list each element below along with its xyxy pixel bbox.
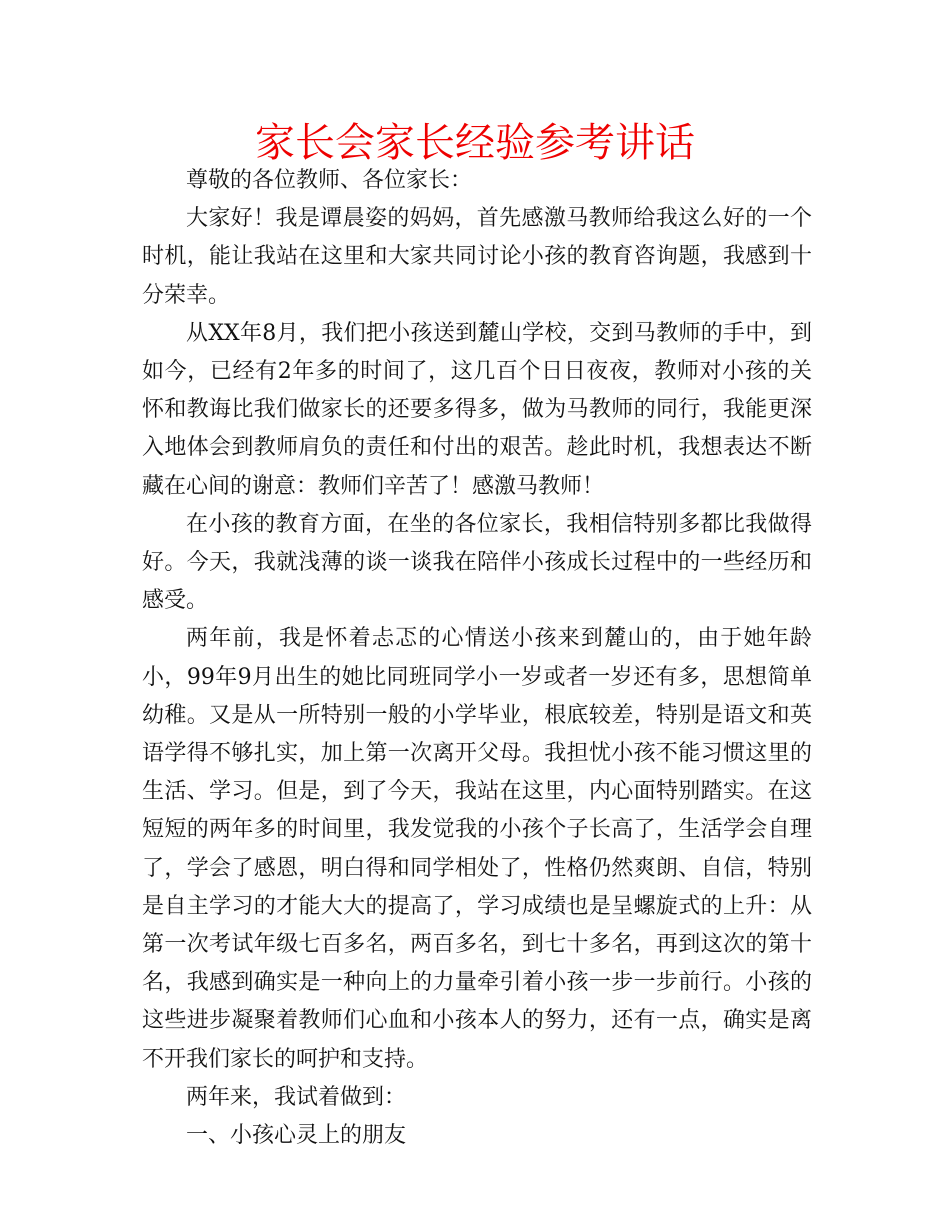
document-title: 家长会家长经验参考讲话 [255, 120, 695, 166]
paragraph: 两年来，我试着做到： [186, 1084, 407, 1110]
document-body [142, 162, 812, 1155]
paragraph-salutation: 尊敬的各位教师、各位家长： [186, 168, 473, 193]
section-heading: 一、小孩心灵上的朋友 [186, 1123, 407, 1149]
paragraph: 两年前，我是怀着忐忑的心情送小孩来到麓山的，由于她年龄小，99年9月出生的她比同班同学小一岁或者一岁还有多，思想简单幼稚。又是从一所特别一般的小学毕业，根底较差，特别是语文和英语学得不够扎实，加上第一次离开父母。我担忧小孩不能习惯这里的生活、学习。但是，到了今天，我站在这里，内心面特别踏实。在这短短的两年多的时间里，我发觉我的小孩个子长高了，生活学会自理了，学会了感恩，明白得和同学相处了，性格仍然爽朗、自信，特别是自主学习的才能大大的提高了，学习成绩也是呈螺旋式的上升：从第一次考试年级七百多名，两百多名，到七十多名，再到这次的第十名，我感到确实是一种向上的力量牵引着小孩一步一步前行。小孩的这些进步凝聚着教师们心血和小孩本人的努力，还有一点，确实是离不开我们家长的呵护和支持。 [142, 626, 812, 1072]
paragraph: 从XX年8月，我们把小孩送到麓山学校，交到马教师的手中，到如今，已经有2年多的时间了，这几百个日日夜夜，教师对小孩的关怀和教诲比我们做家长的还要多得多，做为马教师的同行，我能更深入地体会到教师肩负的责任和付出的艰苦。趁此时机，我想表达不断藏在心间的谢意：教师们辛苦了！感激马教师！ [142, 320, 812, 499]
paragraph: 大家好！我是谭晨姿的妈妈，首先感激马教师给我这么好的一个时机，能让我站在这里和大家共同讨论小孩的教育咨询题，我感到十分荣幸。 [142, 206, 812, 308]
paragraph: 在小孩的教育方面，在坐的各位家长，我相信特别多都比我做得好。今天，我就浅薄的谈一谈我在陪伴小孩成长过程中的一些经历和感受。 [142, 511, 812, 614]
